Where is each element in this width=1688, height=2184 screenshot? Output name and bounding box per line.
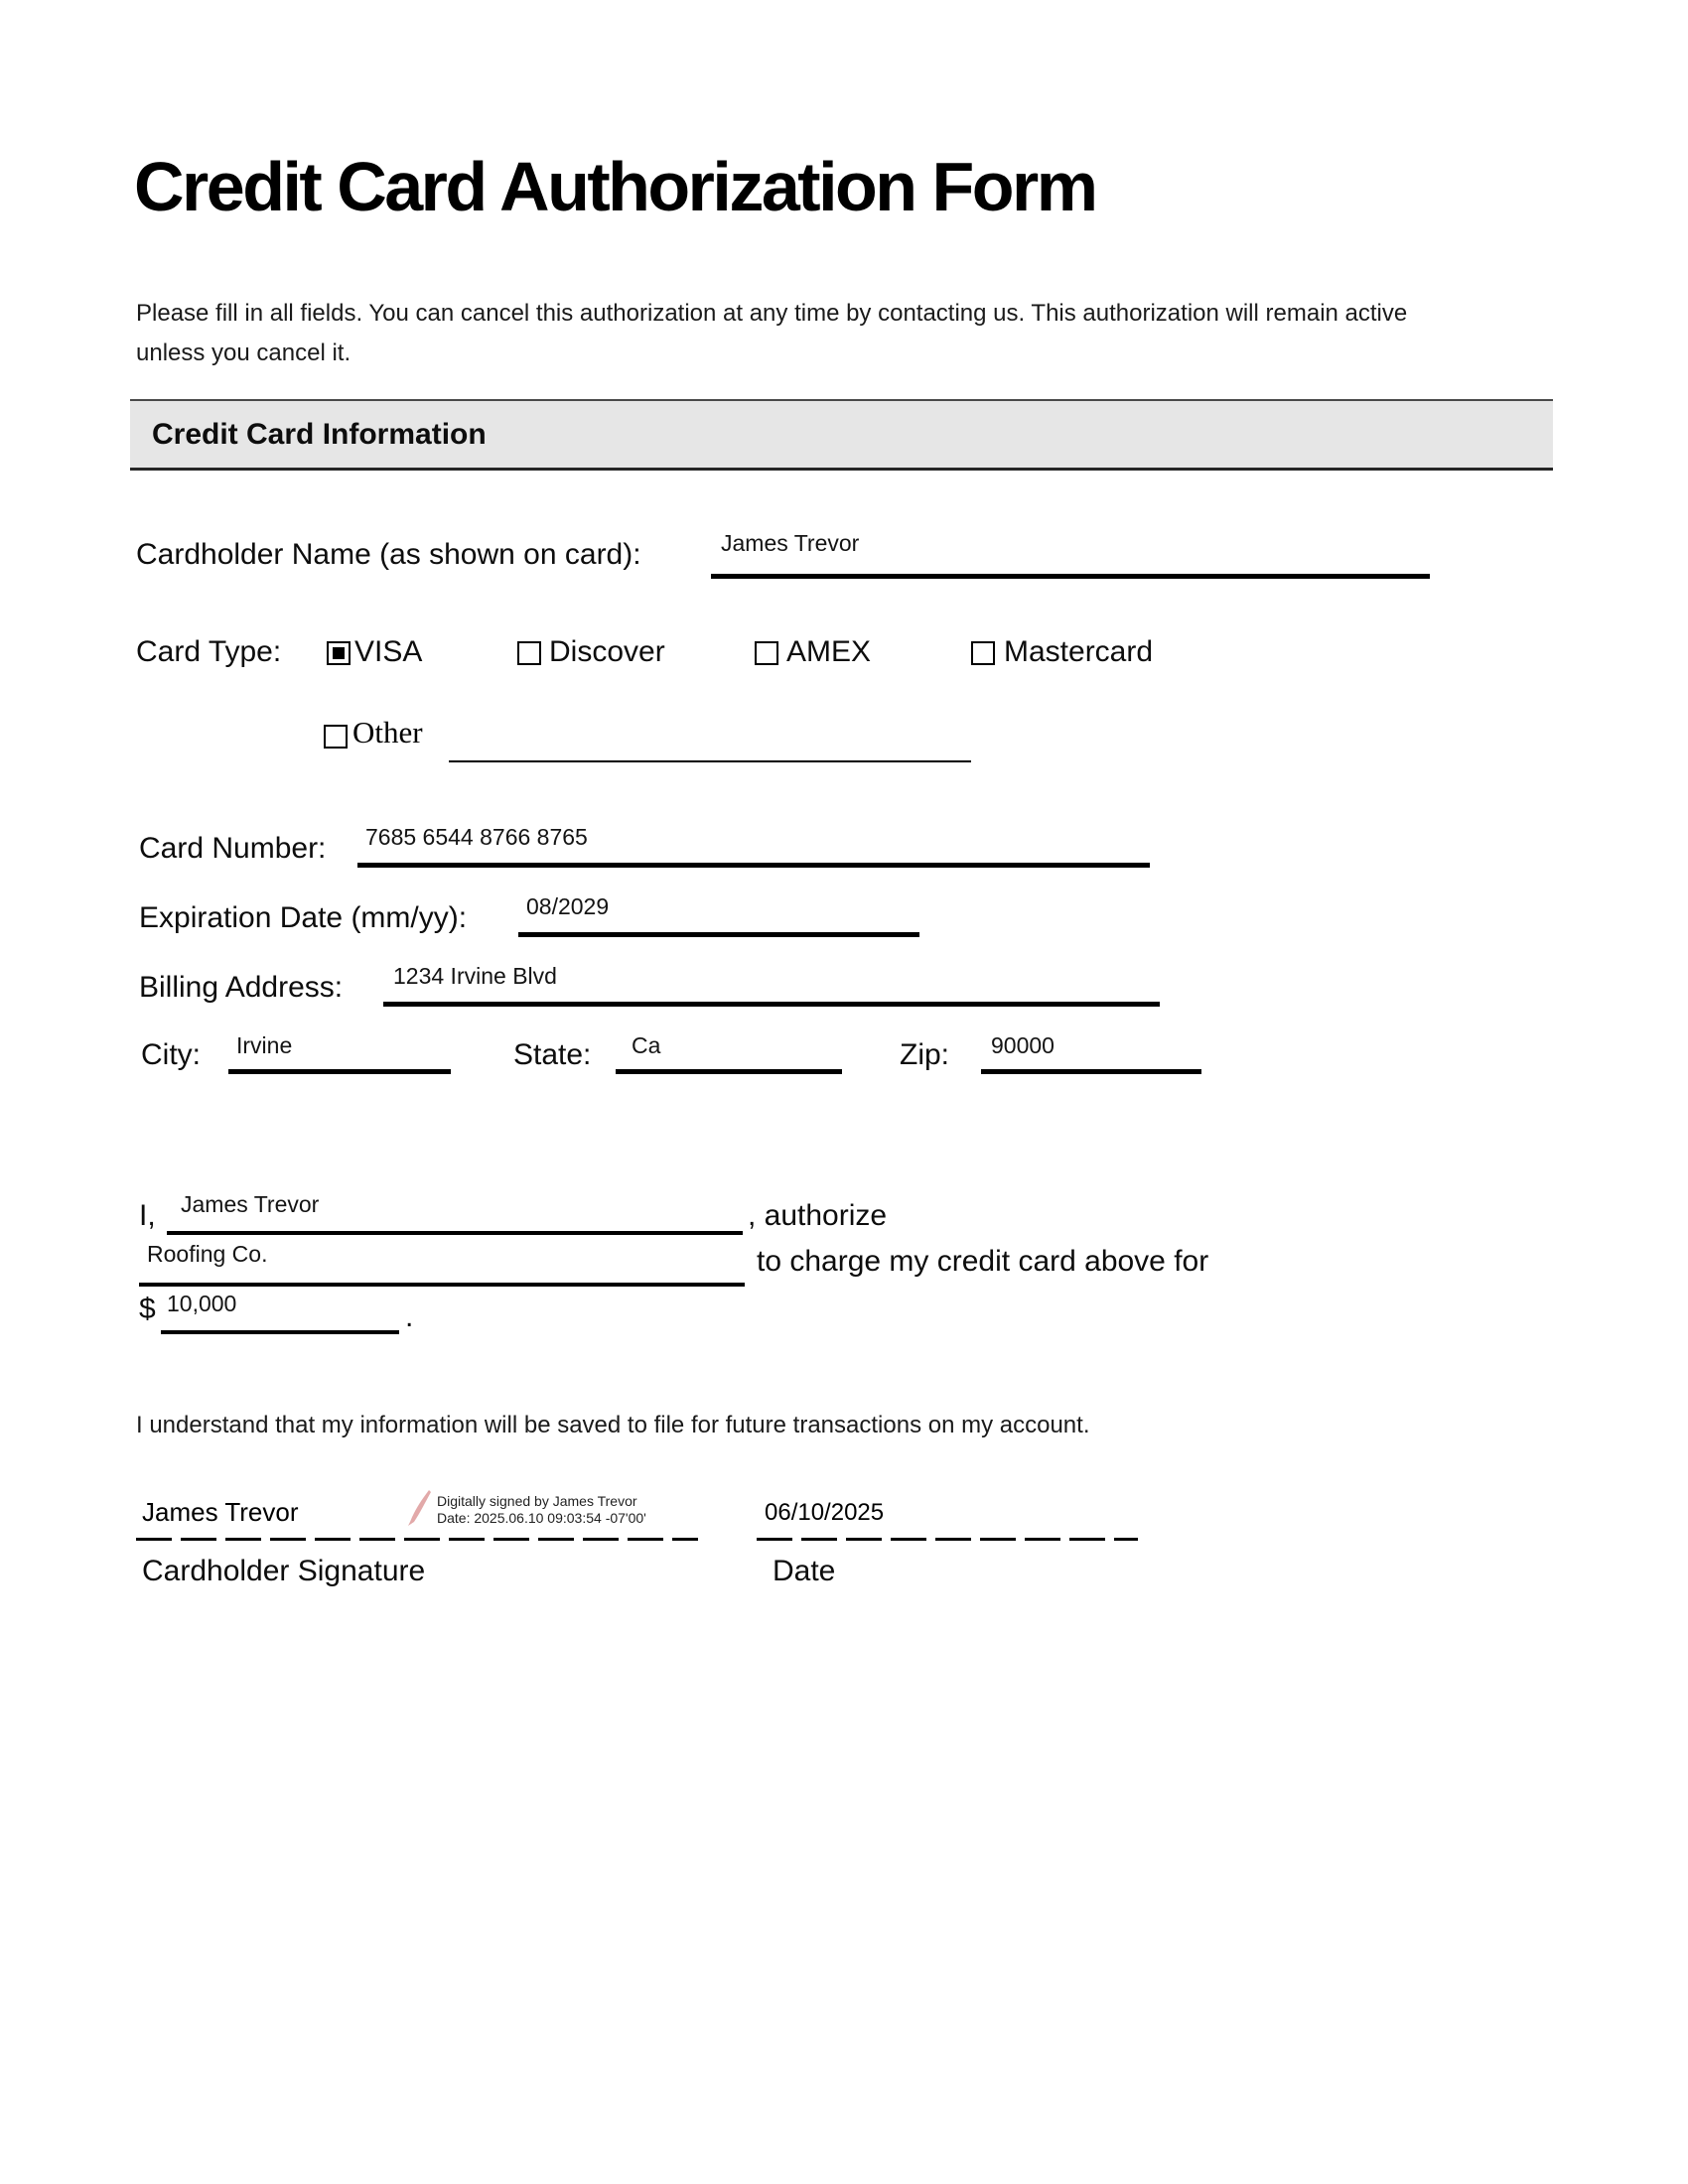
authorization-period: . <box>405 1300 414 1333</box>
card-type-visa-checkbox[interactable] <box>327 641 351 665</box>
billing-address-label: Billing Address: <box>139 971 344 1004</box>
authorization-prefix: I, <box>139 1199 156 1232</box>
authorization-name-field[interactable]: James Trevor <box>181 1191 320 1217</box>
card-type-discover-checkbox[interactable] <box>517 641 541 665</box>
authorization-name-underline <box>167 1231 743 1235</box>
zip-underline <box>981 1069 1201 1074</box>
state-underline <box>616 1069 842 1074</box>
card-type-other-checkbox[interactable] <box>324 725 348 749</box>
card-type-visa-label: VISA <box>354 635 423 668</box>
card-type-other-label: Other <box>352 715 423 750</box>
authorization-authorize-text: , authorize <box>748 1199 888 1232</box>
expiration-date-field[interactable]: 08/2029 <box>526 893 610 919</box>
billing-address-underline <box>383 1002 1160 1007</box>
billing-address-field[interactable]: 1234 Irvine Blvd <box>393 963 557 989</box>
expiration-date-underline <box>518 932 919 937</box>
signature-dashed-line <box>136 1538 698 1541</box>
card-type-other-field[interactable] <box>449 760 971 762</box>
intro-text: Please fill in all fields. You can cancel this authorization at any time by contacting us. This authorization will remain active unless you cancel it. <box>136 300 1408 366</box>
state-field[interactable]: Ca <box>632 1032 661 1058</box>
signature-name-field[interactable]: James Trevor <box>142 1497 299 1527</box>
digital-signature-line1: Digitally signed by James Trevor <box>437 1493 637 1509</box>
cardholder-name-label: Cardholder Name (as shown on card): <box>136 538 641 571</box>
expiration-date-label: Expiration Date (mm/yy): <box>139 901 468 934</box>
date-label: Date <box>773 1555 836 1587</box>
date-field[interactable]: 06/10/2025 <box>765 1499 885 1526</box>
date-dashed-line <box>757 1538 1138 1541</box>
card-type-amex-checkbox[interactable] <box>755 641 778 665</box>
card-number-label: Card Number: <box>139 832 327 865</box>
disclaimer-text: I understand that my information will be saved to file for future transactions on my account. <box>136 1412 1090 1438</box>
digital-signature-text <box>437 1493 646 1527</box>
page-title: Credit Card Authorization Form <box>134 148 1096 225</box>
card-type-mastercard-label: Mastercard <box>1004 635 1154 668</box>
card-type-label: Card Type: <box>136 635 282 668</box>
city-label: City: <box>141 1038 201 1071</box>
authorization-charge-text: to charge my credit card above for <box>757 1245 1209 1278</box>
card-type-amex-label: AMEX <box>786 635 872 668</box>
card-type-mastercard-checkbox[interactable] <box>971 641 995 665</box>
authorization-company-underline <box>139 1283 745 1287</box>
card-type-discover-label: Discover <box>549 635 665 668</box>
authorization-amount-field[interactable]: 10,000 <box>167 1291 237 1316</box>
digital-signature-line2: Date: 2025.06.10 09:03:54 -07'00' <box>437 1510 646 1526</box>
zip-label: Zip: <box>900 1038 950 1071</box>
section-header-bar <box>130 399 1553 471</box>
card-number-field[interactable]: 7685 6544 8766 8765 <box>365 824 588 850</box>
city-underline <box>228 1069 451 1074</box>
zip-field[interactable]: 90000 <box>991 1032 1055 1058</box>
authorization-amount-underline <box>161 1330 399 1334</box>
city-field[interactable]: Irvine <box>236 1032 293 1058</box>
card-number-underline <box>357 863 1150 868</box>
state-label: State: <box>513 1038 592 1071</box>
cardholder-name-field[interactable]: James Trevor <box>721 530 860 556</box>
authorization-company-field[interactable]: Roofing Co. <box>147 1241 268 1267</box>
cardholder-name-underline <box>711 574 1430 579</box>
cardholder-signature-label: Cardholder Signature <box>142 1555 426 1587</box>
section-header-title: Credit Card Information <box>152 418 487 451</box>
digital-signature-icon <box>407 1489 433 1532</box>
currency-symbol: $ <box>139 1293 156 1325</box>
